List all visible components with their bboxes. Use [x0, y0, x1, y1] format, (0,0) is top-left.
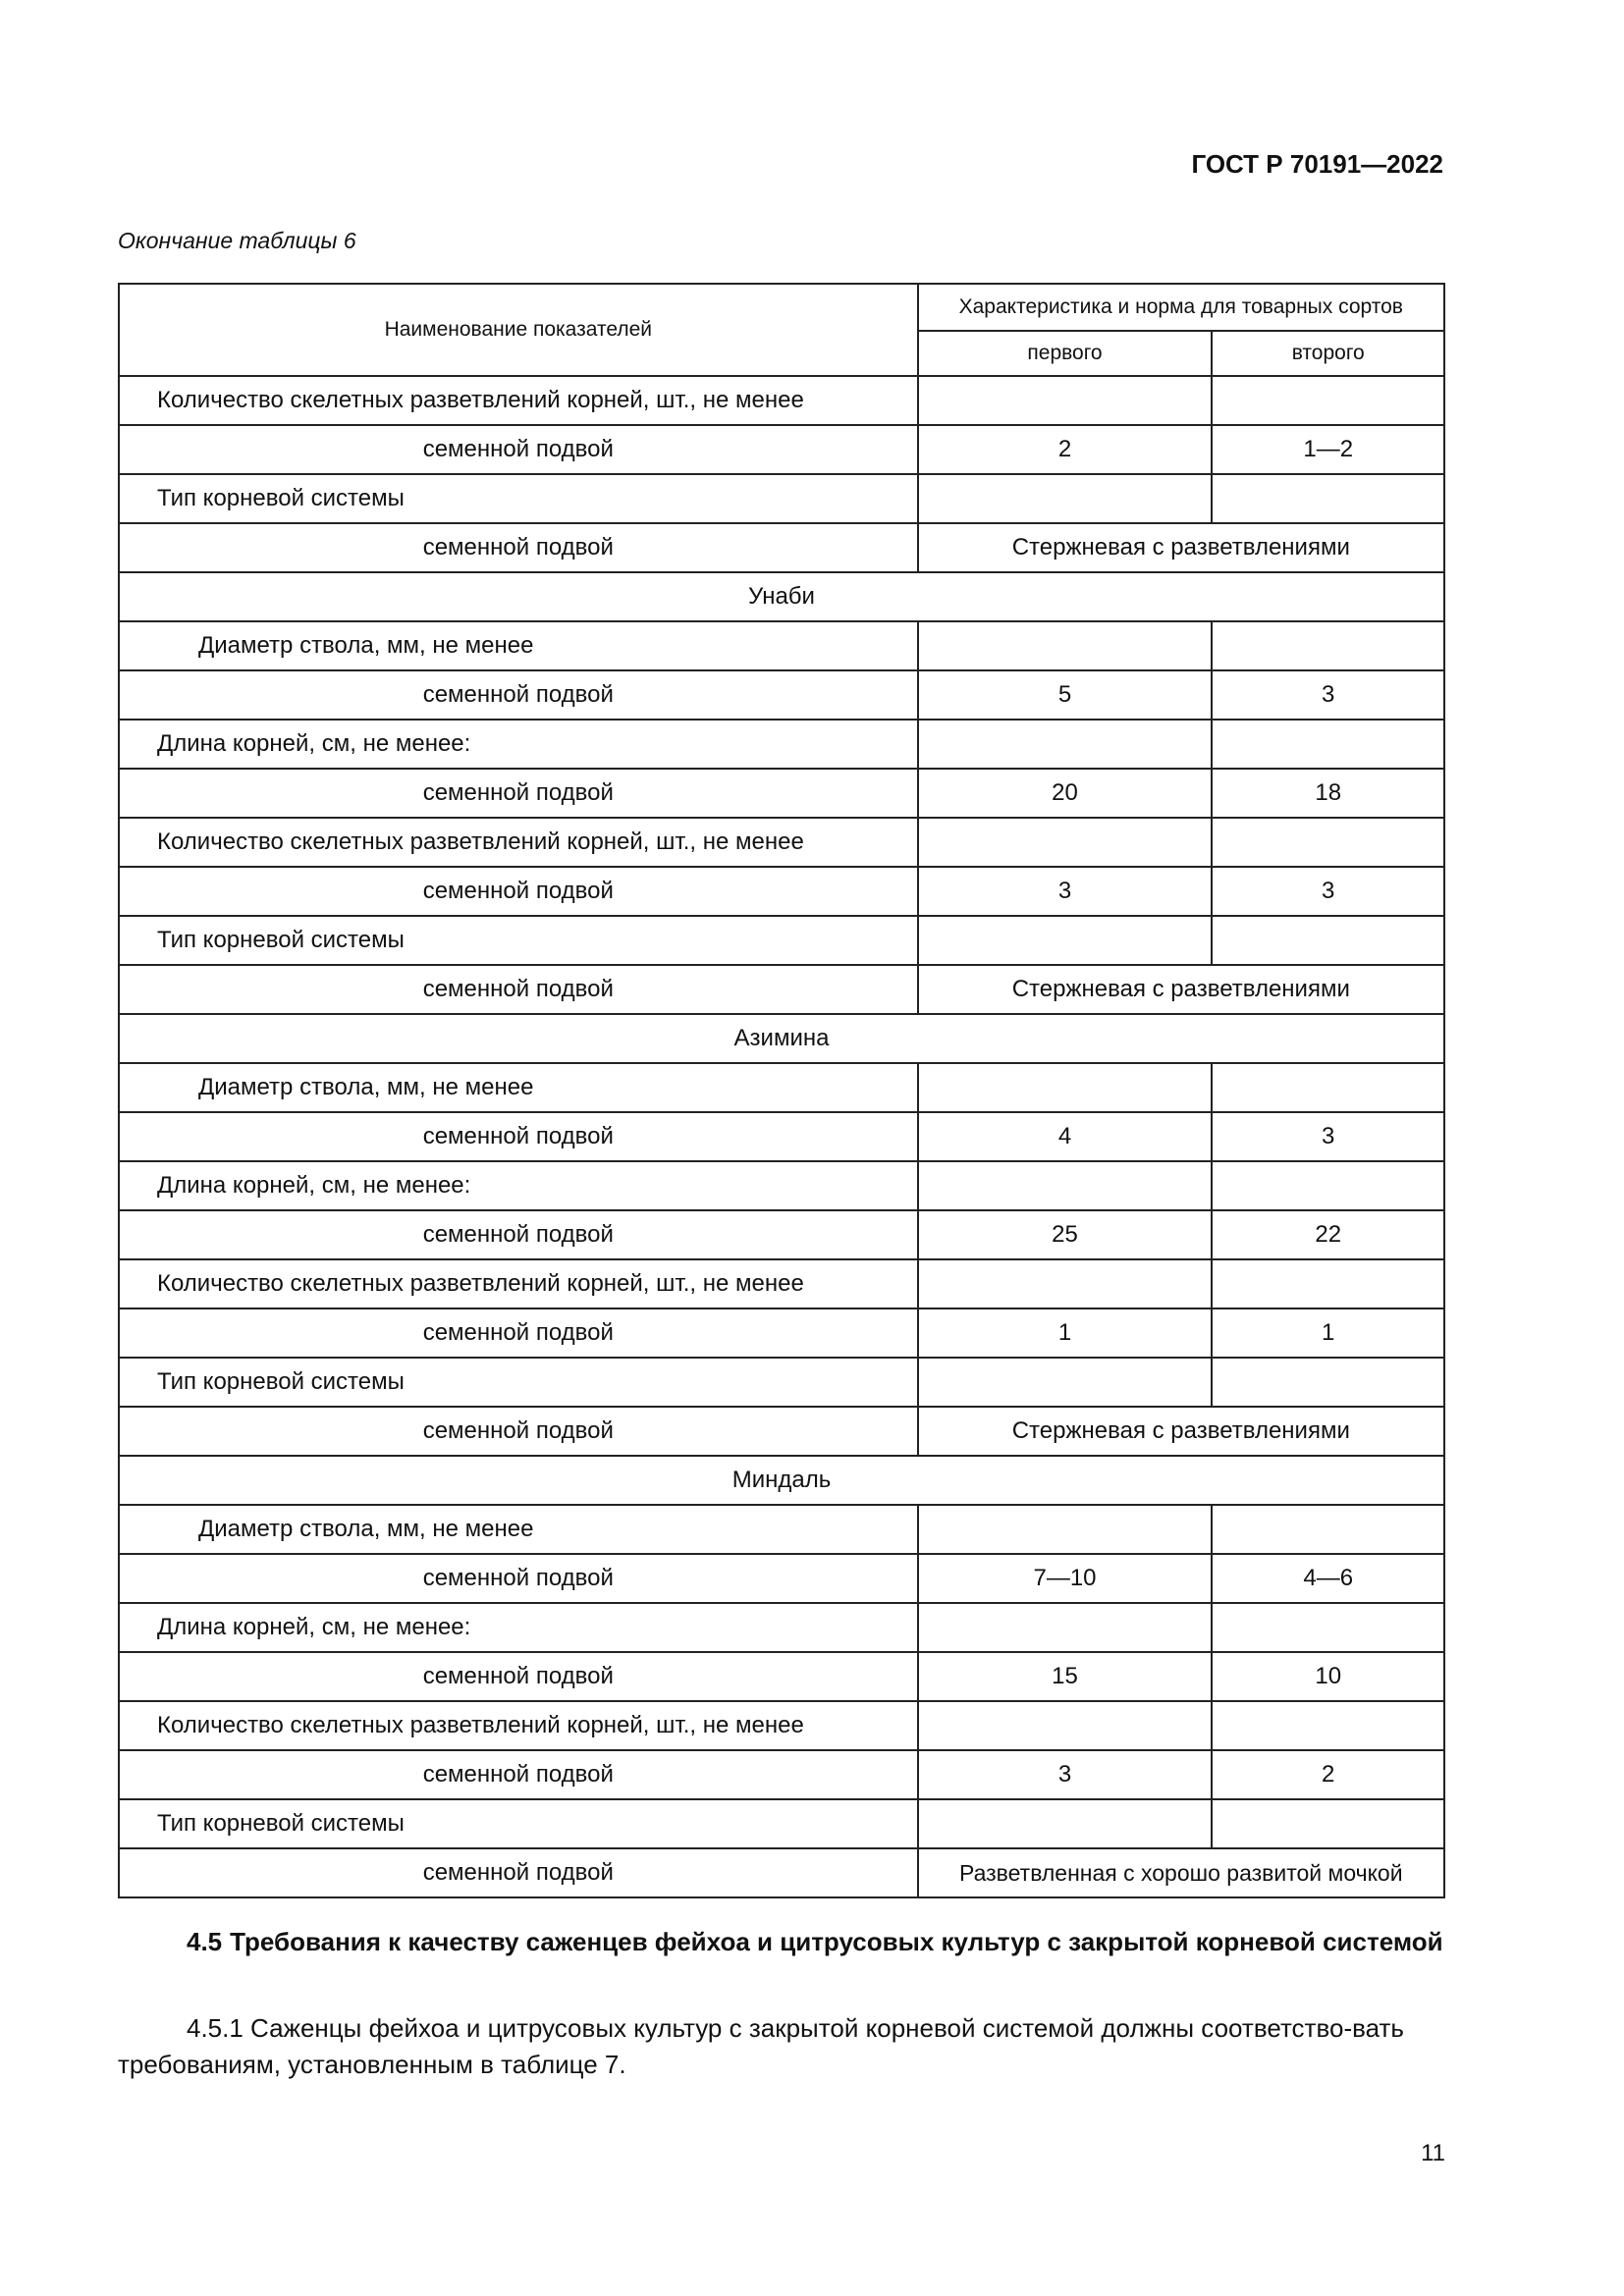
rootstock-label: семенной подвой [119, 1750, 918, 1799]
table-row [119, 916, 1444, 965]
page-number: 11 [1421, 2140, 1445, 2166]
table-header-row [119, 284, 1444, 331]
value-second-grade [1212, 916, 1444, 965]
table-group-row [119, 572, 1444, 621]
rootstock-label: семенной подвой [119, 1407, 918, 1456]
table-row [119, 1259, 1444, 1308]
table-row [119, 1210, 1444, 1259]
table-body [119, 376, 1444, 1897]
indicator-label: Длина корней, см, не менее: [119, 1161, 918, 1210]
value-second-grade [1212, 1505, 1444, 1554]
indicator-label: Диаметр ствола, мм, не менее [119, 1063, 918, 1112]
value-second-grade [1212, 720, 1444, 769]
column-header-name: Наименование показателей [119, 284, 918, 376]
value-second-grade [1212, 818, 1444, 867]
rootstock-label: семенной подвой [119, 965, 918, 1014]
indicator-label: Количество скелетных разветвлений корней, шт., не менее [119, 818, 918, 867]
table-group-row [119, 1014, 1444, 1063]
table-row [119, 965, 1444, 1014]
table-row [119, 1505, 1444, 1554]
table-group-row [119, 1456, 1444, 1505]
value-second-grade [1212, 1603, 1444, 1652]
value-first-grade [918, 1358, 1213, 1407]
indicator-label: Количество скелетных разветвлений корней, шт., не менее [119, 376, 918, 425]
table-row [119, 1407, 1444, 1456]
column-header-first: первого [918, 331, 1213, 376]
value-second-grade: 1—2 [1212, 425, 1444, 474]
rootstock-label: семенной подвой [119, 769, 918, 818]
column-header-second: второго [1212, 331, 1444, 376]
root-system-value: Стержневая с разветвлениями [918, 965, 1444, 1014]
value-first-grade: 15 [918, 1652, 1213, 1701]
section-paragraph: 4.5.1 Саженцы фейхоа и цитрусовых культур с закрытой корневой системой должны соответство-вать требованиям, установленным в таблице 7. [118, 2013, 1404, 2079]
value-second-grade: 4—6 [1212, 1554, 1444, 1603]
value-first-grade: 3 [918, 867, 1213, 916]
rootstock-label: семенной подвой [119, 1554, 918, 1603]
table-row [119, 1799, 1444, 1848]
table-row [119, 670, 1444, 720]
value-second-grade: 3 [1212, 670, 1444, 720]
table-row [119, 425, 1444, 474]
indicator-label: Диаметр ствола, мм, не менее [119, 621, 918, 670]
indicator-label: Диаметр ствола, мм, не менее [119, 1505, 918, 1554]
table-row [119, 1554, 1444, 1603]
value-second-grade [1212, 1161, 1444, 1210]
value-second-grade [1212, 1063, 1444, 1112]
value-first-grade: 2 [918, 425, 1213, 474]
value-first-grade [918, 621, 1213, 670]
table-row [119, 621, 1444, 670]
section-title: Требования к качеству саженцев фейхоа и цитрусовых культур с закрытой корневой системой [230, 1927, 1443, 1956]
rootstock-label: семенной подвой [119, 1308, 918, 1358]
table-row [119, 376, 1444, 425]
value-second-grade [1212, 1259, 1444, 1308]
table-row [119, 720, 1444, 769]
table-row [119, 523, 1444, 572]
indicator-label: Длина корней, см, не менее: [119, 720, 918, 769]
section-heading [187, 1924, 1453, 1959]
value-first-grade [918, 1701, 1213, 1750]
rootstock-label: семенной подвой [119, 867, 918, 916]
value-second-grade: 22 [1212, 1210, 1444, 1259]
rootstock-label: семенной подвой [119, 1652, 918, 1701]
specification-table [118, 283, 1445, 1898]
value-first-grade [918, 1161, 1213, 1210]
root-system-value: Разветвленная с хорошо развитой мочкой [918, 1848, 1444, 1897]
root-system-value: Стержневая с разветвлениями [918, 1407, 1444, 1456]
section-number: 4.5 [187, 1927, 223, 1956]
group-title: Миндаль [119, 1456, 1444, 1505]
value-second-grade [1212, 1358, 1444, 1407]
value-second-grade: 1 [1212, 1308, 1444, 1358]
value-first-grade: 7—10 [918, 1554, 1213, 1603]
value-first-grade [918, 1259, 1213, 1308]
indicator-label: Количество скелетных разветвлений корней, шт., не менее [119, 1701, 918, 1750]
value-second-grade [1212, 1799, 1444, 1848]
value-second-grade [1212, 1701, 1444, 1750]
document-code: ГОСТ Р 70191—2022 [1191, 149, 1443, 179]
value-first-grade: 5 [918, 670, 1213, 720]
value-first-grade [918, 1799, 1213, 1848]
group-title: Азимина [119, 1014, 1444, 1063]
table-row [119, 867, 1444, 916]
indicator-label: Тип корневой системы [119, 1799, 918, 1848]
value-first-grade [918, 1603, 1213, 1652]
value-second-grade: 3 [1212, 867, 1444, 916]
value-second-grade: 10 [1212, 1652, 1444, 1701]
value-second-grade [1212, 376, 1444, 425]
value-first-grade: 25 [918, 1210, 1213, 1259]
indicator-label: Количество скелетных разветвлений корней, шт., не менее [119, 1259, 918, 1308]
table-row [119, 818, 1444, 867]
table-row [119, 1358, 1444, 1407]
table-row [119, 1603, 1444, 1652]
value-first-grade: 3 [918, 1750, 1213, 1799]
value-first-grade: 4 [918, 1112, 1213, 1161]
value-first-grade: 1 [918, 1308, 1213, 1358]
rootstock-label: семенной подвой [119, 523, 918, 572]
value-first-grade [918, 376, 1213, 425]
rootstock-label: семенной подвой [119, 670, 918, 720]
group-title: Унаби [119, 572, 1444, 621]
value-first-grade [918, 720, 1213, 769]
rootstock-label: семенной подвой [119, 1848, 918, 1897]
table-row [119, 1750, 1444, 1799]
table-row [119, 769, 1444, 818]
table-row [119, 1308, 1444, 1358]
value-first-grade [918, 818, 1213, 867]
indicator-label: Тип корневой системы [119, 474, 918, 523]
value-second-grade: 3 [1212, 1112, 1444, 1161]
value-first-grade: 20 [918, 769, 1213, 818]
root-system-value: Стержневая с разветвлениями [918, 523, 1444, 572]
table-row [119, 1701, 1444, 1750]
rootstock-label: семенной подвой [119, 425, 918, 474]
table-row [119, 1652, 1444, 1701]
value-second-grade [1212, 621, 1444, 670]
column-header-group: Характеристика и норма для товарных сортов [918, 284, 1444, 331]
table-row [119, 1848, 1444, 1897]
rootstock-label: семенной подвой [119, 1112, 918, 1161]
indicator-label: Тип корневой системы [119, 916, 918, 965]
table-row [119, 1112, 1444, 1161]
table-row [119, 1063, 1444, 1112]
value-first-grade [918, 474, 1213, 523]
indicator-label: Длина корней, см, не менее: [119, 1603, 918, 1652]
value-first-grade [918, 1063, 1213, 1112]
table-row [119, 1161, 1444, 1210]
value-first-grade [918, 916, 1213, 965]
value-second-grade: 18 [1212, 769, 1444, 818]
table-caption: Окончание таблицы 6 [118, 228, 356, 253]
value-first-grade [918, 1505, 1213, 1554]
value-second-grade: 2 [1212, 1750, 1444, 1799]
rootstock-label: семенной подвой [119, 1210, 918, 1259]
indicator-label: Тип корневой системы [119, 1358, 918, 1407]
table-row [119, 474, 1444, 523]
value-second-grade [1212, 474, 1444, 523]
